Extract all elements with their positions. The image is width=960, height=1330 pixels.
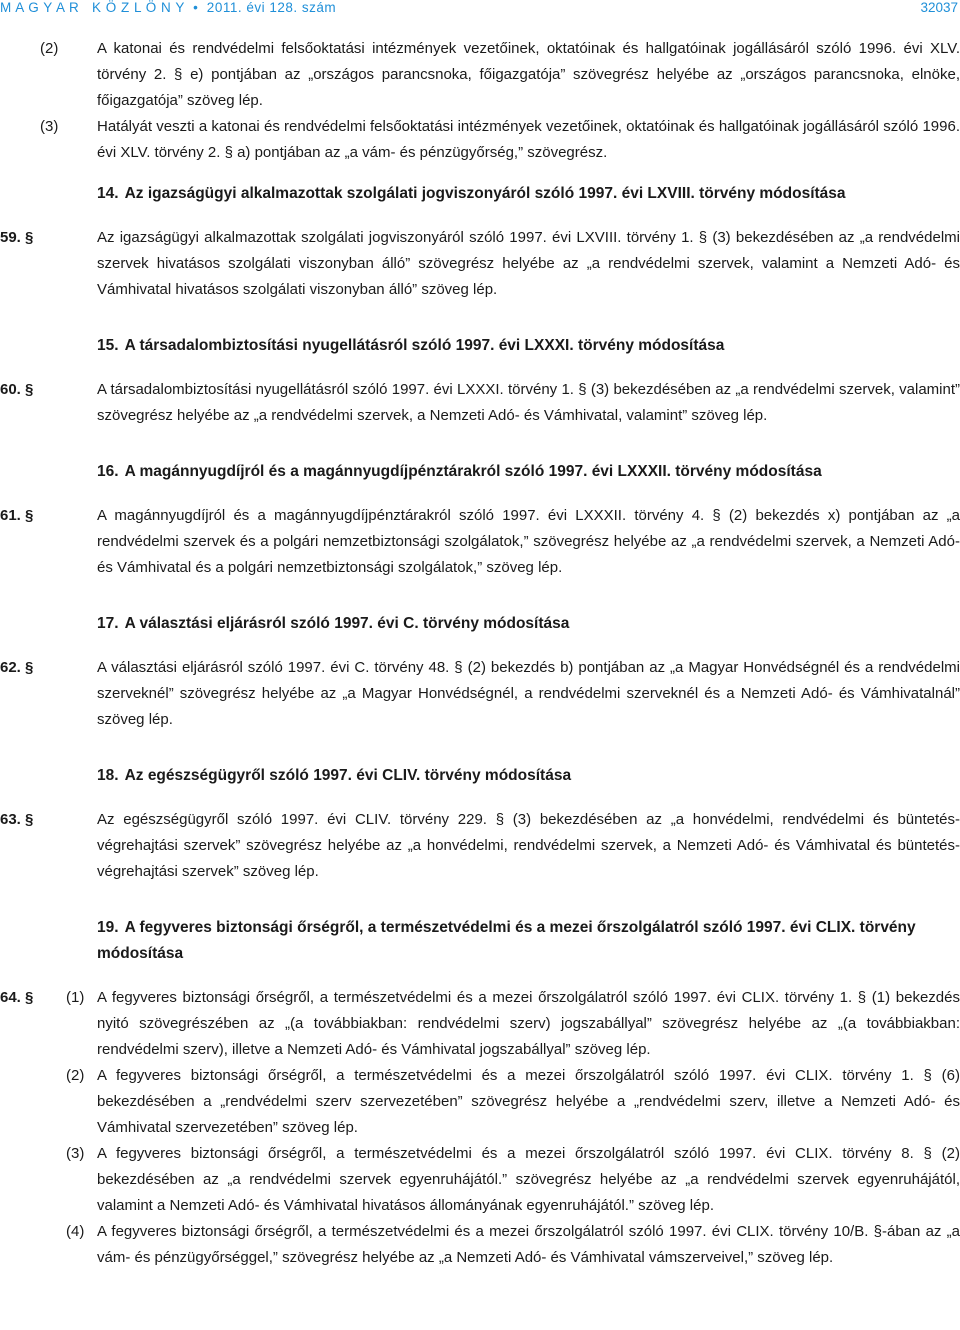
paragraph-text: A fegyveres biztonsági őrségről, a természetvédelmi és a mezei őrszolgálatról szóló 1997. évi CLIX. törvény 8. § (2) bekezdésében az „a rendvédelmi szervek egyenruhájától.” szövegrész helyébe az „a rendvédelmi szervek egyenruhájától, valamint a Nemzeti Adó- és Vámhivatal hivatásos állományának egyenruhájától.” szöveg lép.: [97, 1145, 960, 1214]
section-heading: [97, 915, 960, 967]
journal-title: M A G Y A R K Ö Z L Ö N Y • 2011. évi 128. szám: [0, 0, 337, 15]
section-paragraph: [0, 807, 960, 885]
page-number: 32037: [920, 0, 958, 15]
section-number: 61. §: [0, 507, 34, 524]
paragraph-text: A társadalombiztosítási nyugellátásról szóló 1997. évi LXXXI. törvény 1. § (3) bekezdésében az „a rendvédelmi szervek, valamint” szövegrész helyébe az „a rendvédelmi szervek, a Nemzeti Adó- és Vámhivatal, valamint” szöveg lép.: [97, 381, 960, 424]
section-paragraph: [0, 377, 960, 429]
section-number: 59. §: [0, 229, 34, 246]
heading-number: 17.: [97, 615, 119, 632]
paragraph-subsection: [0, 1063, 960, 1141]
paragraph-text: Az egészségügyről szóló 1997. évi CLIV. törvény 229. § (3) bekezdésében az „a honvédelmi, rendvédelmi és büntetés-végrehajtási szervek” szövegrész helyébe az „a honvédelmi, rendvédelmi szervek, a Nemzeti Adó- és Vámhivatal és büntetés-végrehajtási szervek” szöveg lép.: [97, 811, 960, 880]
paragraph-text: A fegyveres biztonsági őrségről, a természetvédelmi és a mezei őrszolgálatról szóló 1997. évi CLIX. törvény 1. § (6) bekezdésében a „rendvédelmi szerv szervezetében” szövegrész helyébe a „rendvédelmi szerv, illetve a Nemzeti Adó- és Vámhivatal szervezetében” szöveg lép.: [97, 1067, 960, 1136]
subsection-number: (3): [66, 1145, 85, 1162]
paragraph-subsection: [0, 36, 960, 114]
subsection-number: (2): [40, 40, 59, 57]
heading-title: A fegyveres biztonsági őrségről, a természetvédelmi és a mezei őrszolgálatról szóló 1997. évi CLIX. törvény módosítása: [97, 919, 916, 962]
section-heading: [97, 763, 960, 789]
section-heading: [97, 459, 960, 485]
section-number: 63. §: [0, 811, 34, 828]
heading-title: Az igazságügyi alkalmazottak szolgálati jogviszonyáról szóló 1997. évi LXVIII. törvény módosítása: [124, 185, 846, 202]
heading-title: A magánnyugdíjról és a magánnyugdíjpénztárakról szóló 1997. évi LXXXII. törvény módosítása: [124, 463, 822, 480]
paragraph-text: A magánnyugdíjról és a magánnyugdíjpénztárakról szóló 1997. évi LXXXII. törvény 4. § (2) bekezdés x) pontjában az „a rendvédelmi szervek és a polgári nemzetbiztonsági szolgálatok,” szövegrész helyébe az „a rendvédelmi szervek, a Nemzeti Adó- és Vámhivatal és a polgári nemzetbiztonsági szolgálatok,” szöveg lép.: [97, 507, 960, 576]
section-paragraph: [0, 503, 960, 581]
page-header: [0, 0, 960, 20]
paragraph-subsection: [0, 985, 960, 1063]
paragraph-text: A fegyveres biztonsági őrségről, a természetvédelmi és a mezei őrszolgálatról szóló 1997. évi CLIX. törvény 10/B. §-ában az „a vám- és pénzügyőrséggel,” szövegrész helyébe az „a Nemzeti Adó- és Vámhivatal vámszerveivel,” szöveg lép.: [97, 1223, 960, 1266]
paragraph-subsection: [0, 1141, 960, 1219]
subsection-number: (2): [66, 1067, 85, 1084]
section-paragraph: [0, 225, 960, 303]
heading-number: 16.: [97, 463, 119, 480]
heading-number: 15.: [97, 337, 119, 354]
section-number: 64. §: [0, 989, 34, 1006]
subsection-number: (3): [40, 118, 59, 135]
section-paragraph: [0, 985, 960, 1271]
subsection-number: (1): [66, 989, 85, 1006]
paragraph-subsection: [0, 1219, 960, 1271]
heading-title: Az egészségügyről szóló 1997. évi CLIV. törvény módosítása: [124, 767, 572, 784]
heading-number: 14.: [97, 185, 119, 202]
section-heading: [97, 181, 960, 207]
section-heading: [97, 611, 960, 637]
subsection-list: [0, 985, 960, 1271]
heading-title: A társadalombiztosítási nyugellátásról szóló 1997. évi LXXXI. törvény módosítása: [124, 337, 725, 354]
paragraph-text: A választási eljárásról szóló 1997. évi C. törvény 48. § (2) bekezdés b) pontjában az „a Magyar Honvédségnél és a rendvédelmi szerveknél” szövegrész helyébe az „a Magyar Honvédségnél, a rendvédelmi szerveknél és a Nemzeti Adó- és Vámhivatalnál” szöveg lép.: [97, 659, 960, 728]
heading-number: 18.: [97, 767, 119, 784]
paragraph-text: A katonai és rendvédelmi felsőoktatási intézmények vezetőinek, oktatóinak és hallgatóinak jogállásáról szóló 1996. évi XLV. törvény 2. § e) pontjában az „országos parancsnoka, főigazgatója” szövegrész helyébe az „országos parancsnoka, elnöke, főigazgatója” szöveg lép.: [97, 40, 960, 109]
section-paragraph: [0, 655, 960, 733]
paragraph-subsection: [0, 114, 960, 166]
paragraph-text: Hatályát veszti a katonai és rendvédelmi felsőoktatási intézmények vezetőinek, oktatóinak és hallgatóinak jogállásáról szóló 1996. évi XLV. törvény 2. § a) pontjában az „a vám- és pénzügyőrség,” szövegrész.: [97, 118, 960, 161]
section-number: 62. §: [0, 659, 34, 676]
section-heading: [97, 333, 960, 359]
section-number: 60. §: [0, 381, 34, 398]
document-body: [0, 36, 960, 1271]
heading-title: A választási eljárásról szóló 1997. évi C. törvény módosítása: [124, 615, 570, 632]
paragraph-text: A fegyveres biztonsági őrségről, a természetvédelmi és a mezei őrszolgálatról szóló 1997. évi CLIX. törvény 1. § (1) bekezdés nyitó szövegrészében az „(a továbbiakban: rendvédelmi szerv) jogszabállyal” szövegrész helyébe az „(a továbbiakban: rendvédelmi szerv), illetve a Nemzeti Adó- és Vámhivatal jogszabállyal” szöveg lép.: [97, 989, 960, 1058]
heading-number: 19.: [97, 919, 119, 936]
subsection-number: (4): [66, 1223, 85, 1240]
paragraph-text: Az igazságügyi alkalmazottak szolgálati jogviszonyáról szóló 1997. évi LXVIII. törvény 1. § (3) bekezdésében az „a rendvédelmi szervek hivatásos szolgálati viszonyban álló” szövegrész helyébe az „a rendvédelmi szervek, valamint a Nemzeti Adó- és Vámhivatal hivatásos szolgálati viszonyban álló” szöveg lép.: [97, 229, 960, 298]
